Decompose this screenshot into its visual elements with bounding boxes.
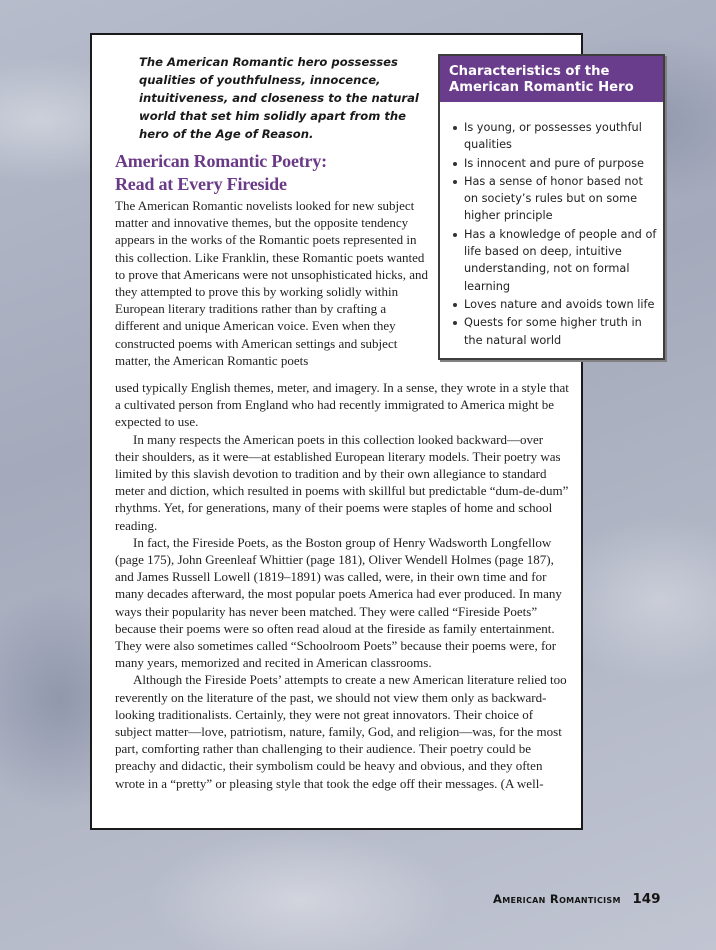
page-footer	[493, 888, 661, 907]
sidebar-list-item: Loves nature and avoids town life	[452, 296, 657, 313]
sidebar-list-item: Is young, or possesses youthful qualities	[452, 119, 657, 154]
section-heading-line1: American Romantic Poetry:	[115, 151, 327, 171]
body-paragraph-2: In many respects the American poets in this collection looked backward—over their shoulders, as it were—at established European literary models. Their poetry was limited by this slavish devotion to tradition and by their own allegiance to standard meter and diction, which resulted in poems with skillful but predictable “dum-de-dum” rhythms. Yet, for generations, many of their poems were staples of home and school reading.	[115, 431, 569, 533]
sidebar-list-item: Is innocent and pure of purpose	[452, 155, 657, 172]
body-paragraph-4: Although the Fireside Poets’ attempts to create a new American literature relied too reverently on the literature of the past, we should not view them only as backward-looking traditionalists. Certainly, they were not great innovators. Their choice of subject matter—love, patriotism, nature, family, God, and religion—was, for the most part, comforting rather than challenging to their audience. Their poetry could be preachy and didactic, their symbolism could be heavy and obvious, and they often wrote in a “pretty” or pleasing style that took the edge off their messages. (A well-	[115, 672, 567, 791]
body-paragraph-1b: used typically English themes, meter, and imagery. In a sense, they wrote in a style that a cultivated person from England who had recently immigrated to America might be expected to use.	[115, 380, 569, 430]
sidebar-title	[440, 56, 663, 102]
body-column-narrow	[115, 197, 433, 369]
section-heading	[115, 150, 405, 196]
sidebar-list-item: Quests for some higher truth in the natural world	[452, 314, 657, 349]
body-paragraph-3: In fact, the Fireside Poets, as the Boston group of Henry Wadsworth Longfellow (page 175), John Greenleaf Whittier (page 181), Oliver Wendell Holmes (page 187), and James Russell Lowell (1819–1891) was called, were, in their own time and for many decades afterward, the most popular poets America had ever produced. In many ways their popularity has never been matched. They were called “Fireside Poets” because their poems were so often read aloud at the fireside as family entertainment. They were also sometimes called “Schoolroom Poets” because their poems were, for many years, memorized and recited in American classrooms.	[115, 534, 562, 671]
section-heading-line2: Read at Every Fireside	[115, 174, 287, 194]
characteristics-sidebar	[438, 54, 665, 360]
sidebar-title-line1: Characteristics of the	[449, 64, 610, 79]
body-column-wide	[115, 379, 569, 792]
running-footer-section: American Romanticism	[493, 892, 621, 906]
body-paragraph-1a: The American Romantic novelists looked for new subject matter and innovative themes, but the opposite tendency appears in the works of the Romantic poets represented in this collection. Like Franklin, these Romantic poets wanted to prove that Americans were not unsophisticated hicks, and they attempted to prove this by working solidly within European literary traditions rather than by crafting a different and unique American voice. Even when they constructed poems with American settings and subject matter, the American Romantic poets	[115, 198, 429, 368]
sidebar-list-item: Has a knowledge of people and of life based on deep, intuitive understanding, not on formal learning	[452, 226, 657, 295]
sidebar-list-item: Has a sense of honor based not on society’s rules but on some higher principle	[452, 173, 657, 225]
sidebar-title-line2: American Romantic Hero	[449, 80, 634, 95]
page-number: 149	[632, 891, 661, 907]
sidebar-list	[440, 102, 663, 349]
intro-callout: The American Romantic hero possesses qualities of youthfulness, innocence, intuitiveness, and closeness to the natural world that set him solidly apart from the hero of the Age of Reason.	[139, 55, 419, 141]
